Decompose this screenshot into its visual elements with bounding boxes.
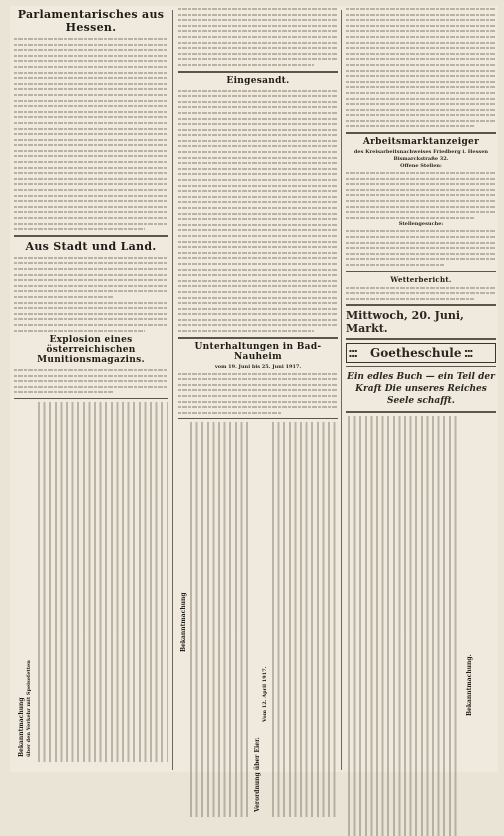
divider [178, 71, 338, 73]
headline-explosion: Explosion eines österreichischen Munitionsmagazins. [37, 335, 145, 366]
ordinance-date: Vom 12. April 1917. [262, 666, 268, 723]
rotated-announcement [14, 402, 168, 762]
divider [14, 398, 168, 399]
announcement-body [348, 416, 460, 836]
headline-parlamentarisches: Parlamentarisches aus Hessen. [17, 8, 165, 34]
announcement-title: Bekanntmachung [18, 697, 25, 758]
column-1 [14, 6, 168, 772]
ordinance-title: Verordnung über Eier. [254, 737, 261, 813]
arbeitsmarkt-address: Bismarckstraße 32. [393, 156, 449, 163]
divider [346, 411, 496, 413]
article-body [14, 36, 168, 232]
headline-unterhaltungen: Unterhaltungen in Bad-Nauheim [194, 341, 322, 362]
goetheschule-ad [346, 343, 496, 363]
ad-label-right: ▪▪▪ ▪▪▪ [464, 348, 473, 359]
ordinance-body [272, 422, 338, 817]
offene-stellen-heading: Offene Stellen: [400, 163, 442, 170]
announcement-body [190, 422, 248, 817]
ad-label-left: ▪▪▪ ▪▪▪ [349, 348, 358, 359]
divider [346, 304, 496, 306]
divider [346, 271, 496, 272]
announcement-subtitle: über den Verkehr mit Speisefetten [26, 660, 32, 758]
market-notice: Mittwoch, 20. Juni, Markt. [346, 309, 464, 336]
open-positions-list [346, 170, 496, 220]
column-divider [341, 10, 342, 770]
article-body [14, 255, 168, 333]
newspaper-page [10, 6, 498, 813]
article-body [178, 88, 338, 334]
goetheschule-title: Goetheschule [370, 346, 462, 361]
slogan-box: Ein edles Buch — ein Teil der Kraft Die unseres Reiches Seele schafft. [347, 372, 495, 407]
announcement-title: Bekanntmachung. [466, 654, 473, 717]
divider [346, 366, 496, 367]
weather-body [346, 285, 496, 302]
rotated-announcements [178, 422, 338, 817]
article-body [178, 6, 338, 68]
job-seekers-list [346, 228, 496, 267]
article-body [178, 371, 338, 416]
arbeitsmarkt-sub: des Kreisarbeitsnachweises Friedberg i. Hessen [353, 149, 489, 156]
column-2 [178, 6, 338, 813]
stellengesuche-heading: Stellengesuche: [398, 221, 444, 228]
divider [178, 418, 338, 419]
column-divider [172, 10, 173, 770]
headline-arbeitsmarkt: Arbeitsmarktanzeiger [362, 137, 480, 148]
rotated-announcement [346, 416, 496, 836]
headline-stadt-land: Aus Stadt und Land. [25, 239, 157, 253]
announcement-body [38, 402, 168, 762]
divider [178, 337, 338, 339]
article-body [14, 367, 168, 395]
headline-unterhaltungen-date: vom 19. Juni bis 25. Juni 1917. [214, 363, 302, 370]
divider [14, 235, 168, 237]
announcement-title: Bekanntmachung [180, 592, 187, 653]
article-body [346, 6, 496, 129]
headline-wetterbericht: Wetterbericht. [390, 274, 452, 284]
divider [346, 338, 496, 340]
column-3 [346, 6, 496, 772]
headline-eingesandt: Eingesandt. [226, 75, 290, 86]
divider [346, 132, 496, 134]
